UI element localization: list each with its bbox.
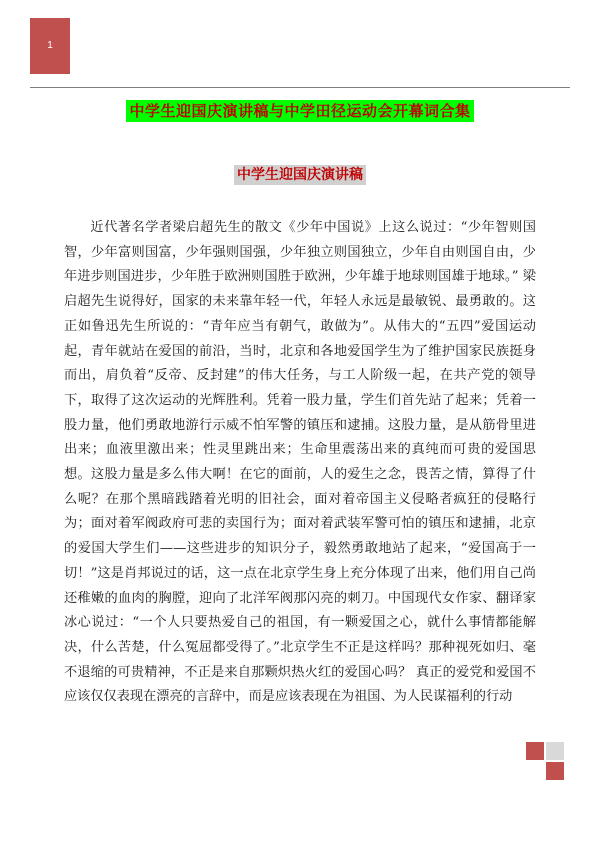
decor-square-red-lower bbox=[546, 762, 564, 780]
decor-square-red bbox=[526, 742, 544, 760]
body-paragraph: 近代著名学者梁启超先生的散文《少年中国说》上这么说过：“少年智则国智，少年富则国富，少年强则国强，少年独立则国独立，少年自由则国自由，少年进步则国进步，少年胜于欧洲则国胜于欧洲，少年雄于地球则国雄于地球。” 梁启超先生说得好，国家的未来靠年轻一代，年轻人永远是最敏锐、最勇敢的。这正如鲁迅先生所说的：“青年应当有朝气，敢做为”。从伟大的“五四”爱国运动起，青年就站在爱国的前沿，当时，北京和各地爱国学生为了维护国家民族挺身而出，肩负着“反帝、反封建”的伟大任务，与工人阶级一起，在共产党的领导下，取得了这次运动的光辉胜利。凭着一股力量，学生们首先站了起来；凭着一股力量，他们勇敢地游行示威不怕军警的镇压和逮捕。这股力量，是从筋骨里进出来；血液里激出来；性灵里跳出来；生命里震荡出来的真纯而可贵的爱国思想。这股力量是多么伟大啊！在它的面前，人的爱生之念，畏苦之情，算得了什么呢？在那个黑暗践踏着光明的旧社会，面对着帝国主义侵略者疯狂的侵略行为；面对着军阀政府可悲的卖国行为；面对着武装军警可怕的镇压和逮捕，北京的爱国大学生们——这些进步的知识分子，毅然勇敢地站了起来，“爱国高于一切！”这是肖邦说过的话，这一点在北京学生身上充分体现了出来，他们用自己尚还稚嫩的血肉的胸膛，迎向了北洋军阀那闪亮的刺刀。中国现代女作家、翻译家冰心说过：“一个人只要热爱自己的祖国，有一颗爱国之心，就什么事情都能解决，什么苦楚，什么冤屈都受得了。”北京学生不正是这样吗？那种视死如归、毫不退缩的可贵精神，不正是来自那颗炽热火红的爱国心吗？ 真正的爱党和爱国不应该仅仅表现在漂亮的言辞中，而是应该表现在为祖国、为人民谋福利的行动 bbox=[64, 220, 536, 705]
document-title bbox=[0, 100, 600, 121]
decor-square-gray bbox=[546, 742, 564, 760]
page-number-badge bbox=[30, 18, 70, 74]
header-divider bbox=[30, 87, 570, 88]
footer-decoration bbox=[526, 742, 566, 782]
page-number: 1 bbox=[47, 40, 53, 51]
document-title-text: 中学生迎国庆演讲稿与中学田径运动会开幕词合集 bbox=[126, 100, 473, 122]
section-title bbox=[0, 164, 600, 184]
section-title-text: 中学生迎国庆演讲稿 bbox=[234, 165, 366, 185]
